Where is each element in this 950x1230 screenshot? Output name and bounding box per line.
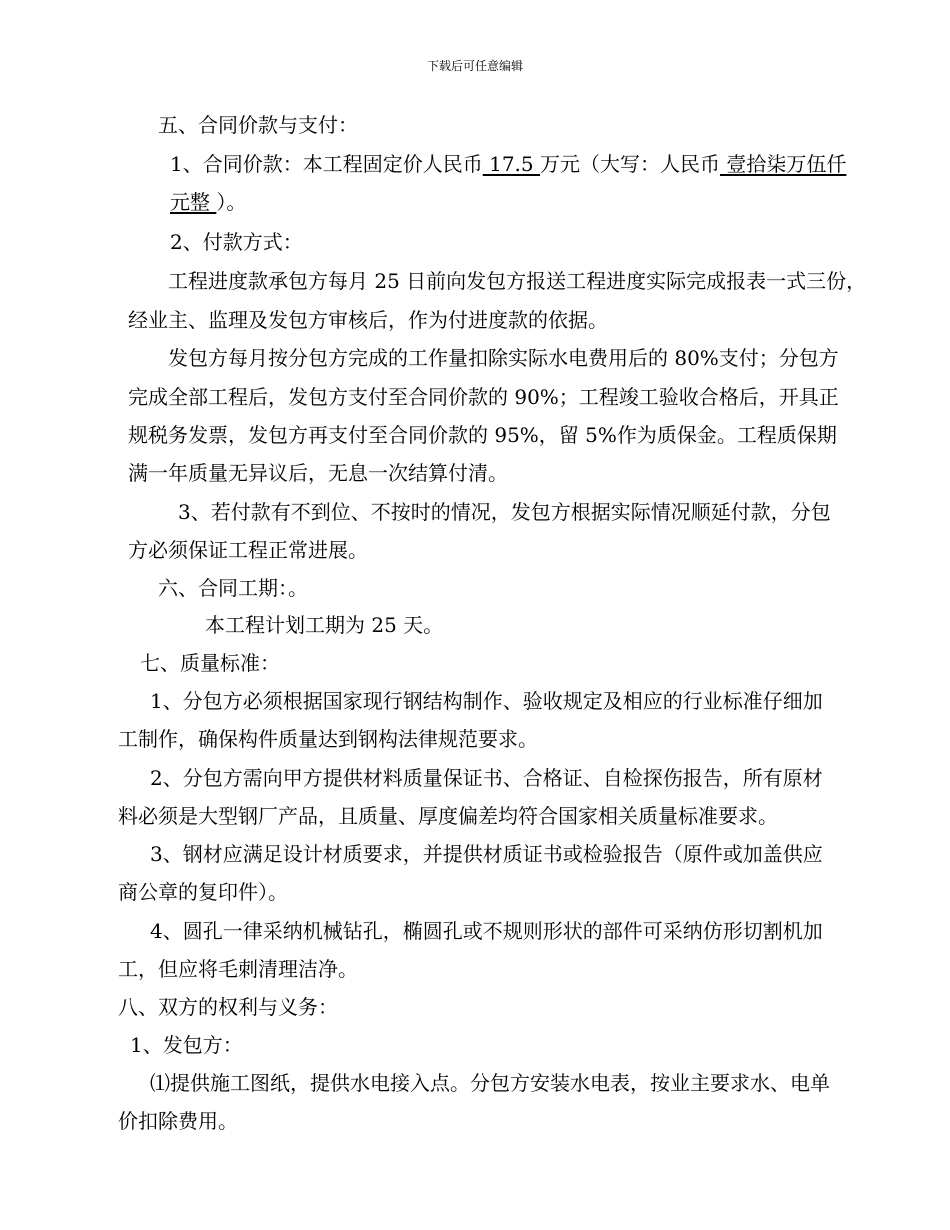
quality-item-1-line-2: 工制作，确保构件质量达到钢构法律规范要求。	[118, 727, 538, 751]
paragraph-payment-line-3: 规税务发票，发包方再支付至合同价款的 95%，留 5%作为质保金。工程质保期	[128, 423, 837, 447]
quality-item-2-line-1: 2、分包方需向甲方提供材料质量保证书、合格证、自检探伤报告，所有原材	[150, 766, 823, 790]
quality-item-4-line-2: 工，但应将毛刺清理洁净。	[118, 957, 358, 981]
quality-item-2-line-2: 料必须是大型钢厂产品，且质量、厚度偏差均符合国家相关质量标准要求。	[118, 804, 778, 828]
quality-item-3-line-2: 商公章的复印件）。	[118, 880, 288, 904]
paragraph-progress-line-2: 经业主、监理及发包方审核后，作为付进度款的依据。	[128, 308, 608, 332]
employer-title: 1、发包方：	[130, 1033, 243, 1057]
quality-item-4-line-1: 4、圆孔一律采纳机械钻孔，椭圆孔或不规则形状的部件可采纳仿形切割机加	[150, 919, 823, 943]
contract-price-mid: 万元（大写：人民币	[539, 152, 720, 176]
page-header: 下载后可任意编辑	[426, 59, 523, 73]
paragraph-progress-line-1: 工程进度款承包方每月 25 日前向发包方报送工程进度实际完成报表一式三份，	[168, 269, 867, 293]
contract-price-line	[170, 151, 846, 177]
section-7-title: 七、质量标准：	[140, 651, 280, 675]
employer-item-1-line-2: 价扣除费用。	[118, 1109, 238, 1133]
section-6-title: 六、合同工期：。	[158, 576, 308, 600]
contract-price-amount: 17.5	[482, 152, 540, 176]
schedule-text: 本工程计划工期为 25 天。	[205, 613, 444, 637]
paragraph-delay-line-2: 方必须保证工程正常进展。	[128, 538, 368, 562]
section-5-title: 五、合同价款与支付：	[158, 113, 358, 137]
paragraph-delay-line-1: 3、若付款有不到位、不按时的情况，发包方根据实际情况顺延付款，分包	[178, 500, 831, 524]
payment-method-title: 2、付款方式：	[170, 230, 303, 254]
quality-item-3-line-1: 3、钢材应满足设计材质要求，并提供材质证书或检验报告（原件或加盖供应	[150, 842, 823, 866]
contract-price-words-end: 元整	[170, 190, 217, 214]
contract-price-line-2	[170, 189, 246, 215]
paragraph-payment-line-1: 发包方每月按分包方完成的工作量扣除实际水电费用后的 80%支付；分包方	[168, 346, 839, 370]
contract-price-prefix: 1、合同价款：本工程固定价人民币	[170, 152, 483, 176]
quality-item-1-line-1: 1、分包方必须根据国家现行钢结构制作、验收规定及相应的行业标准仔细加	[150, 689, 823, 713]
paragraph-payment-line-2: 完成全部工程后，发包方支付至合同价款的 90%；工程竣工验收合格后，开具正	[128, 385, 839, 409]
contract-price-close: ）。	[216, 190, 247, 214]
section-8-title: 八、双方的权利与义务：	[118, 995, 338, 1019]
employer-item-1-line-1: ⑴提供施工图纸，提供水电接入点。分包方安装水电表，按业主要求水、电单	[150, 1071, 830, 1095]
paragraph-payment-line-4: 满一年质量无异议后，无息一次结算付清。	[128, 461, 508, 485]
contract-price-words: 壹拾柒万伍仟	[719, 152, 847, 176]
